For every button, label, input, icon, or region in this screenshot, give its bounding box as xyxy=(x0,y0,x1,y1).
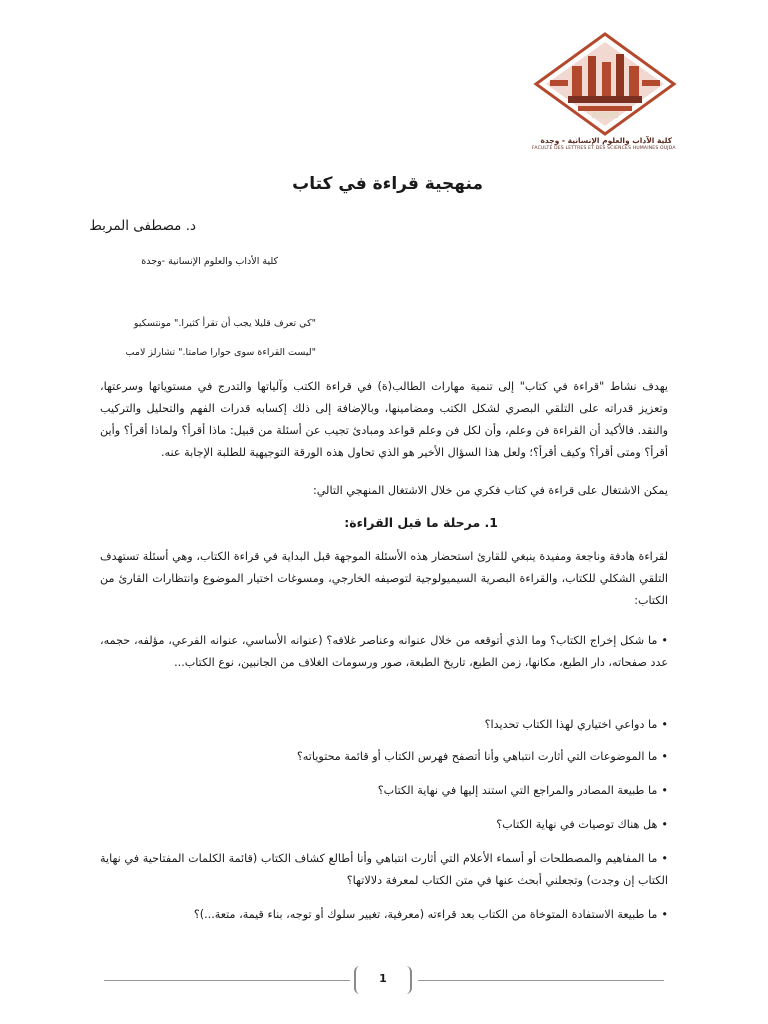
section-paragraph: لقراءة هادفة وناجعة ومفيدة ينبغي للقارئ استحضار هذه الأسئلة الموجهة قبل البداية في قراءة الكتاب، وهي أسئلة تستهدف التلقي الشكلي للكتاب، والقراءة البصرية السيميولوجية لتوصيفه الخارجي، ومسوغات اختيار الموضوع وانتظارات القارئ من الكتاب: xyxy=(100,550,668,607)
method-intro-paragraph: يمكن الاشتغال على قراءة في كتاب فكري من خلال الاشتغال المنهجي التالي: xyxy=(312,484,668,497)
list-item-text: ما الموضوعات التي أثارت انتباهي وأنا أتصفح فهرس الكتاب أو قائمة محتوياته؟ xyxy=(296,750,658,763)
list-item xyxy=(100,780,668,802)
list-item xyxy=(100,848,668,892)
list-item-text: ما شكل إخراج الكتاب؟ وما الذي أتوقعه من خلال عنوانه وعناصر غلافه؟ (عنوانه الأساسي، عنوانه الفرعي، مؤلفه، حجمه، عدد صفحاته، دار الطبع، مكانها، زمن الطبع، تاريخ الطبعة، صور ورسومات الغلاف من الجانبين، نوع الكتاب... xyxy=(100,634,668,669)
bullet-icon: • xyxy=(661,634,668,647)
bullet-icon: • xyxy=(661,818,668,831)
list-item-text: ما المفاهيم والمصطلحات أو أسماء الأعلام التي أثارت انتباهي وأنا أطالع كشاف الكتاب (قائمة الكلمات المفتاحية في نهاية الكتاب إن وجدت) وتجعلني أبحث عنها في متن الكتاب لمعرفة دلالاتها؟ xyxy=(100,852,668,887)
bullet-icon: • xyxy=(661,718,668,731)
page-number: 1 xyxy=(379,972,387,985)
bullet-icon: • xyxy=(661,852,668,865)
author-affiliation: كلية الأداب والعلوم الإنسانية -وجدة xyxy=(141,256,278,267)
list-item-text: ما دواعي اختياري لهذا الكتاب تحديدا؟ xyxy=(484,718,658,731)
section-heading: 1. مرحلة ما قبل القراءة: xyxy=(344,515,498,530)
university-emblem-icon xyxy=(532,32,678,136)
list-item xyxy=(100,904,668,926)
faculty-logo xyxy=(528,32,678,160)
author-name: د. مصطفى المربط xyxy=(89,218,196,234)
list-item xyxy=(100,714,668,736)
bullet-icon: • xyxy=(661,908,668,921)
bullet-icon: • xyxy=(661,784,668,797)
footer-divider xyxy=(104,980,350,981)
list-item-text: هل هناك توصيات في نهاية الكتاب؟ xyxy=(496,818,658,831)
document-title: منهجية قراءة في كتاب xyxy=(292,174,483,194)
intro-paragraph: يهدف نشاط "قراءة في كتاب" إلى تنمية مهارات الطالب(ة) في قراءة الكتب وآلياتها والتدرج في مستوياتها وسرعتها، وتعزيز قدراته على التلقي البصري لشكل الكتب ومضامينها، وبالإضافة إلى ذلك إكسابه قدرات الفهم والتحليل والتركيب والنقد. فالأكيد أن القراءة فن وعلم، وأن لكل فن وعلم قواعد ومبادئ تجيب عن أسئلة من قبيل: ماذا أقرأ؟ ولماذا أقرأ؟ وأين أقرأ؟ ومتى أقرأ؟ وكيف أقرأ؟؛ ولعل هذا السؤال الأخير هو الذي تحاول هذه الورقة التوجيهية للطلبة الإجابة عنه. xyxy=(100,380,668,459)
list-item xyxy=(100,630,668,674)
list-item xyxy=(100,746,668,768)
epigraph-quote: "ليست القراءة سوى حوارا صامتا." تشارلز لامب xyxy=(125,347,316,358)
bullet-icon: • xyxy=(661,750,668,763)
list-item-text: ما طبيعة المصادر والمراجع التي استند إليها في نهاية الكتاب؟ xyxy=(377,784,658,797)
faculty-name-arabic: كلية الآداب والعلوم الإنسانية - وجدة xyxy=(540,136,672,145)
faculty-name-french: FACULTÉ DES LETTRES ET DES SCIENCES HUMAINES OUJDA xyxy=(532,146,676,151)
list-item xyxy=(100,814,668,836)
footer-divider xyxy=(418,980,664,981)
epigraph-quote: "كي تعرف قليلا يجب أن تقرأ كثيرا." مونتسكيو xyxy=(133,318,316,329)
list-item-text: ما طبيعة الاستفادة المتوخاة من الكتاب بعد قراءته (معرفية، تغيير سلوك أو توجه، بناء قيمة، متعة...)؟ xyxy=(193,908,658,921)
